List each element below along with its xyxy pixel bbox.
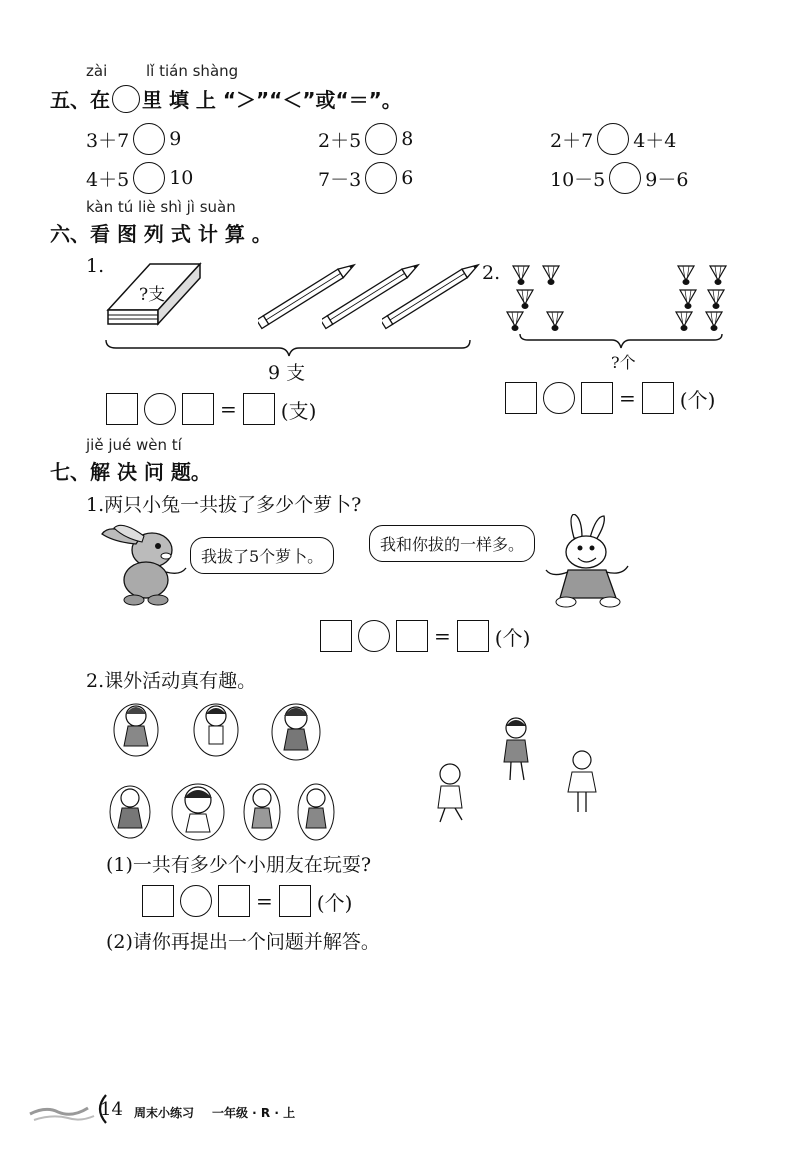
section5-heading bbox=[50, 84, 402, 113]
section5-text-rest: 里 填 上 “＞”“＜”或“＝”。 bbox=[142, 88, 402, 112]
brace-label: ?个 bbox=[611, 353, 636, 372]
expr-right: 9 bbox=[169, 128, 182, 150]
compare-expr bbox=[318, 123, 413, 155]
unit-label: (个) bbox=[679, 387, 716, 412]
q1-text: 1.两只小兔一共拔了多少个萝卜? bbox=[86, 494, 362, 516]
compare-circle[interactable] bbox=[365, 162, 397, 194]
footer-grade: 一年级 · R · 上 bbox=[212, 1106, 296, 1120]
speech-bubble-left: 我拔了5个萝卜。 bbox=[190, 537, 334, 574]
equals-sign: = bbox=[434, 624, 451, 648]
operator-circle[interactable] bbox=[358, 620, 390, 652]
compare-expr bbox=[86, 162, 193, 194]
expr-right: 6 bbox=[401, 167, 414, 189]
answer-box[interactable] bbox=[243, 393, 275, 425]
compare-expr bbox=[318, 162, 413, 194]
total-label: 9 支 bbox=[268, 362, 306, 384]
answer-box[interactable] bbox=[106, 393, 138, 425]
unit-label: (个) bbox=[494, 625, 531, 650]
q2-sub1-text: (1)一共有多少个小朋友在玩耍? bbox=[106, 854, 372, 876]
footer-decoration bbox=[28, 1092, 98, 1126]
footer-title: 周末小练习 bbox=[134, 1106, 195, 1120]
equals-sign: = bbox=[220, 397, 237, 421]
expr-right: 8 bbox=[401, 128, 414, 150]
book-label: ?支 bbox=[139, 285, 166, 305]
answer-box[interactable] bbox=[320, 620, 352, 652]
answer-box[interactable] bbox=[581, 382, 613, 414]
operator-circle[interactable] bbox=[543, 382, 575, 414]
compare-circle[interactable] bbox=[609, 162, 641, 194]
compare-expr bbox=[86, 123, 181, 155]
speech-bubble-right: 我和你拔的一样多。 bbox=[369, 525, 535, 562]
q2-sub2-text: (2)请你再提出一个问题并解答。 bbox=[106, 931, 380, 953]
answer-box[interactable] bbox=[279, 885, 311, 917]
compare-expr bbox=[550, 123, 676, 155]
total-brace bbox=[104, 338, 474, 360]
pinyin-li-tian-shang: lǐ tián shàng bbox=[146, 62, 239, 80]
expr-right: 9－6 bbox=[645, 168, 689, 191]
children-shuttlecock-illustration bbox=[420, 712, 620, 832]
children-jump-rope-illustration bbox=[108, 696, 348, 842]
answer-box[interactable] bbox=[505, 382, 537, 414]
unit-label: (支) bbox=[280, 398, 317, 423]
equals-sign: = bbox=[619, 386, 636, 410]
compare-circle[interactable] bbox=[597, 123, 629, 155]
pinyin-zai: zài bbox=[86, 62, 108, 80]
expr-left: 7－3 bbox=[318, 168, 362, 191]
expr-left: 3＋7 bbox=[86, 129, 130, 152]
rabbit-left-illustration bbox=[100, 522, 190, 608]
section5-number: 五、 bbox=[50, 88, 90, 112]
expr-left: 10－5 bbox=[550, 168, 606, 191]
item1-number: 1. bbox=[86, 255, 105, 277]
operator-circle[interactable] bbox=[180, 885, 212, 917]
equals-sign: = bbox=[256, 889, 273, 913]
answer-box[interactable] bbox=[182, 393, 214, 425]
page-number: 14 bbox=[100, 1099, 123, 1120]
shuttlecock-group-left bbox=[503, 258, 575, 334]
section6-heading: 六、看 图 列 式 计 算 。 bbox=[50, 222, 272, 246]
compare-circle[interactable] bbox=[133, 123, 165, 155]
compare-expr bbox=[550, 162, 688, 194]
pencil-icon bbox=[382, 260, 482, 332]
compare-circle[interactable] bbox=[365, 123, 397, 155]
heading-circle bbox=[112, 85, 140, 113]
unit-label: (个) bbox=[316, 890, 353, 915]
expr-right: 10 bbox=[169, 167, 194, 189]
rabbit-right-illustration bbox=[540, 514, 632, 608]
expr-left: 4＋5 bbox=[86, 168, 130, 191]
answer-box[interactable] bbox=[218, 885, 250, 917]
equation-row bbox=[505, 382, 715, 414]
compare-circle[interactable] bbox=[133, 162, 165, 194]
expr-right: 4＋4 bbox=[633, 129, 677, 152]
answer-box[interactable] bbox=[457, 620, 489, 652]
expr-left: 2＋7 bbox=[550, 129, 594, 152]
answer-box[interactable] bbox=[396, 620, 428, 652]
operator-circle[interactable] bbox=[144, 393, 176, 425]
shuttlecock-group-right bbox=[668, 258, 740, 334]
equation-row bbox=[106, 393, 316, 425]
answer-box[interactable] bbox=[642, 382, 674, 414]
section5-text-zai: 在 bbox=[90, 88, 110, 112]
item2-number: 2. bbox=[482, 262, 501, 284]
q2-text: 2.课外活动真有趣。 bbox=[86, 670, 257, 692]
shuttlecock-brace bbox=[518, 332, 726, 352]
equation-row bbox=[142, 885, 352, 917]
expr-left: 2＋5 bbox=[318, 129, 362, 152]
equation-row bbox=[320, 620, 530, 652]
section7-heading: 七、解 决 问 题。 bbox=[50, 460, 211, 484]
section6-pinyin: kàn tú liè shì jì suàn bbox=[86, 198, 236, 216]
answer-box[interactable] bbox=[142, 885, 174, 917]
section7-pinyin: jiě jué wèn tí bbox=[86, 436, 182, 454]
